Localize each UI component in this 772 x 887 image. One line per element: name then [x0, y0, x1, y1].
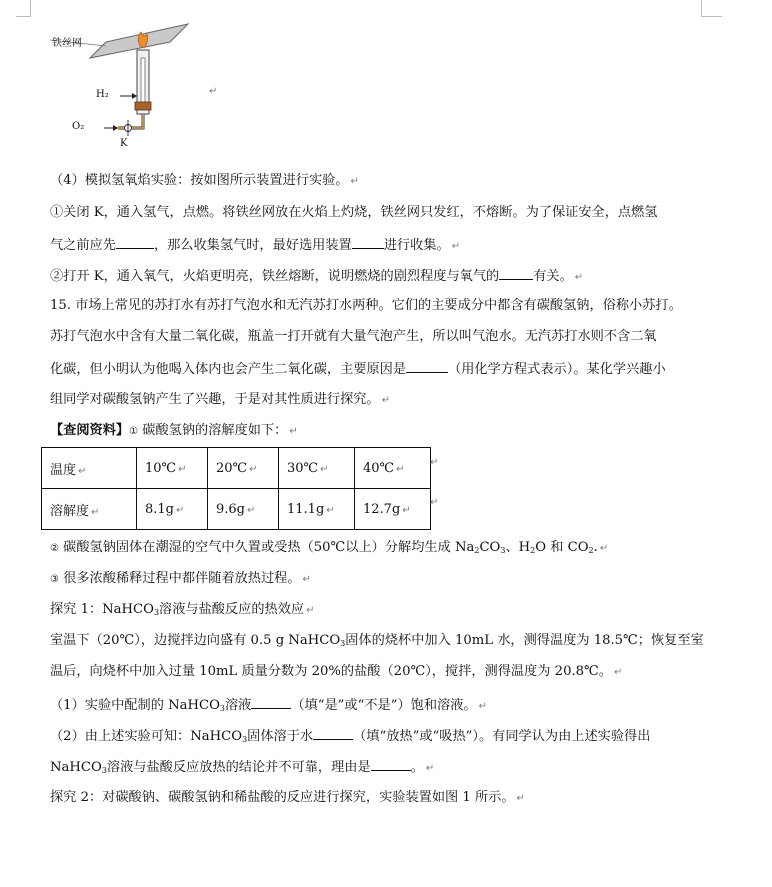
- solubility-table: [41, 447, 431, 530]
- text-line: 室温下（20℃），边搅拌边向盛有 0.5 g NaHCO$_3$固体的烧杯中加入 10mL 水，测得温度为 18.5℃；恢复至室: [50, 633, 704, 648]
- text-line: 15. 市场上常见的苏打水有苏打气泡水和无汽苏打水两种。它们的主要成分中都含有碳酸氢钠，俗称小苏打。: [50, 298, 682, 313]
- answer-blank: [352, 234, 384, 249]
- table-cell: 9.6g ↵: [208, 489, 279, 530]
- paragraph-mark: ↵: [430, 497, 439, 508]
- table-header-cell: 溶解度 ↵: [42, 489, 137, 530]
- page-corner-mark-left: [16, 0, 31, 17]
- answer-blank: [251, 694, 291, 709]
- text-line: ② 碳酸氢钠固体在潮湿的空气中久置或受热（50℃以上）分解均生成 $Na_2CO_3$、$H_2O$ 和 $CO_2$. ↵: [50, 540, 609, 555]
- rubber-stopper: [135, 102, 151, 110]
- inner-tube: [141, 58, 145, 106]
- paragraph-mark: ↵: [430, 457, 439, 468]
- table-cell: 40℃ ↵: [355, 448, 431, 489]
- text-line: 温后，向烧杯中加入过量 10mL 质量分数为 20%的盐酸（20℃），搅拌，测得温度为 20.8℃。 ↵: [50, 664, 623, 679]
- paragraph-mark: ↵: [209, 86, 218, 97]
- apparatus-figure: [48, 20, 218, 160]
- answer-blank: [313, 725, 353, 740]
- answer-blank: [116, 234, 154, 249]
- text-line: 【查阅资料】① 碳酸氢钠的溶解度如下： ↵: [50, 423, 298, 438]
- label-o2: O₂: [72, 121, 85, 132]
- text-line: （1）实验中配制的 NaHCO$_3$溶液 （填“是”或“不是”）饱和溶液。 ↵: [50, 694, 487, 719]
- text-line: ③ 很多浓酸稀释过程中都伴随着放热过程。 ↵: [50, 571, 311, 586]
- answer-blank: [499, 265, 533, 280]
- page-corner-mark-right: [701, 0, 722, 17]
- text-line: 化碳，但小明认为他喝入体内也会产生二氧化碳，主要原因是 （用化学方程式表示）。某化学兴趣小: [50, 358, 666, 380]
- table-cell: 8.1g ↵: [137, 489, 208, 530]
- label-h2: H₂: [96, 89, 109, 100]
- text-line: NaHCO$_3$溶液与盐酸反应放热的结论并不可靠，理由是 。 ↵: [50, 756, 434, 781]
- table-cell: 30℃ ↵: [279, 448, 355, 489]
- text-line: 气之前应先 ，那么收集氢气时，最好选用装置 进行收集。 ↵: [50, 234, 460, 257]
- table-cell: 10℃ ↵: [137, 448, 208, 489]
- text-line: ②打开 K，通入氧气，火焰更明亮，铁丝熔断，说明燃烧的剧烈程度与氧气的 有关。 ↵: [50, 265, 583, 288]
- text-line: （2）由上述实验可知：NaHCO$_3$固体溶于水 （填“放热”或“吸热”）。有同学认为由上述实验得出: [50, 725, 650, 750]
- text-line: （4）模拟氢氧焰实验：按如图所示装置进行实验。 ↵: [50, 173, 359, 188]
- table-header-cell: 温度 ↵: [42, 448, 137, 489]
- label-wire-gauze: 铁丝网: [52, 38, 82, 49]
- answer-blank: [371, 756, 411, 771]
- text-line: 苏打气泡水中含有大量二氧化碳，瓶盖一打开就有大量气泡产生，所以叫气泡水。无汽苏打水则不含二氧: [50, 329, 657, 344]
- text-line: 组同学对碳酸氢钠产生了兴趣，于是对其性质进行探究。 ↵: [50, 392, 391, 407]
- table-cell: 12.7g ↵: [355, 489, 431, 530]
- label-k: K: [120, 138, 128, 149]
- table-row: [42, 448, 431, 489]
- answer-blank: [406, 358, 448, 373]
- table-row: [42, 489, 431, 530]
- table-cell: 11.1g ↵: [279, 489, 355, 530]
- text-line: 探究 1：NaHCO$_3$溶液与盐酸反应的热效应 ↵: [50, 602, 315, 617]
- table-cell: 20℃ ↵: [208, 448, 279, 489]
- text-line: ①关闭 K，通入氢气，点燃。将铁丝网放在火焰上灼烧，铁丝网只发红，不熔断。为了保证安全，点燃氢: [50, 205, 658, 220]
- text-line: 探究 2：对碳酸钠、碳酸氢钠和稀盐酸的反应进行探究，实验装置如图 1 所示。 ↵: [50, 790, 525, 805]
